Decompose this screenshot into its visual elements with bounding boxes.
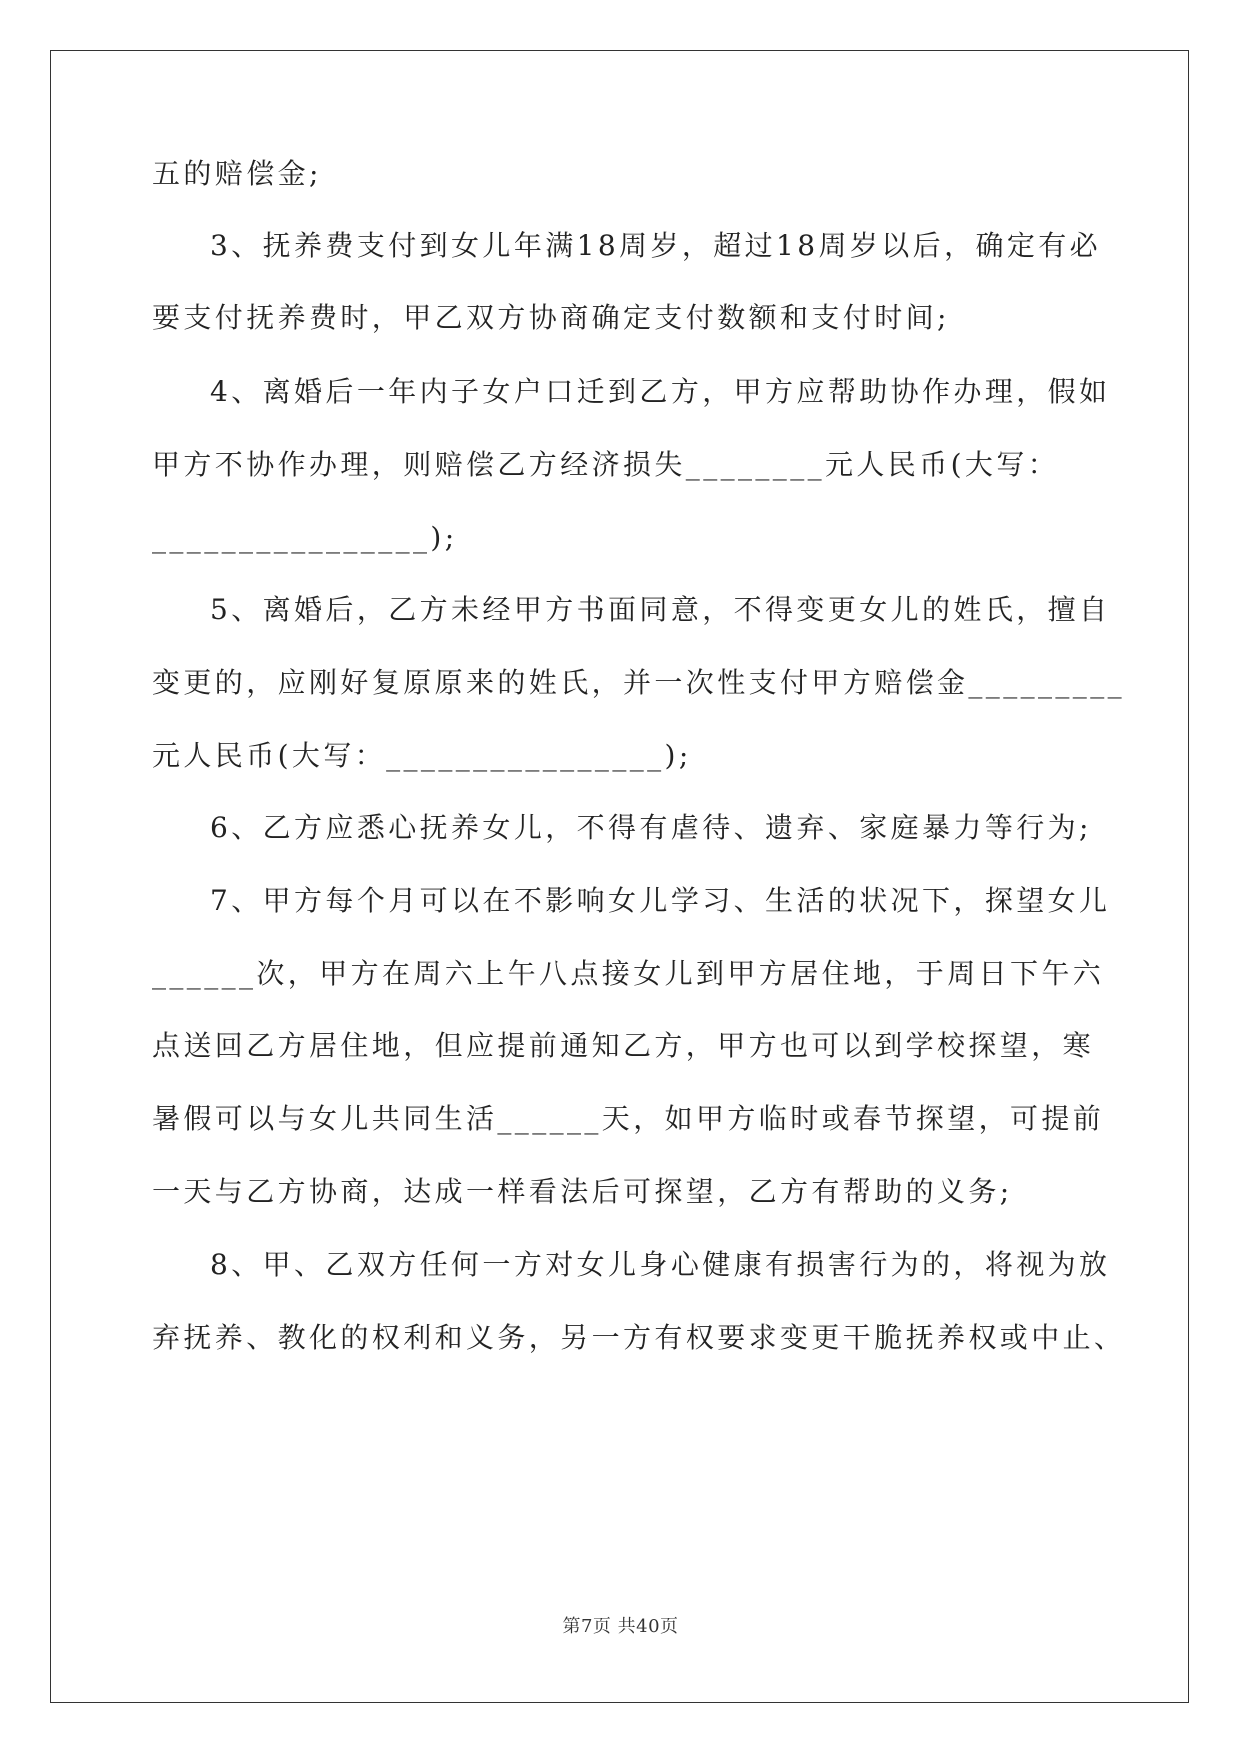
text-line: 点送回乙方居住地，但应提前通知乙方，甲方也可以到学校探望，寒: [152, 1029, 1095, 1062]
text-line: 4、离婚后一年内子女户口迁到乙方，甲方应帮助协作办理，假如: [210, 375, 1111, 408]
text-line: 五的赔偿金;: [152, 157, 322, 190]
page-number-footer: 第7页 共40页: [562, 1616, 679, 1637]
text-line: 8、甲、乙双方任何一方对女儿身心健康有损害行为的，将视为放: [210, 1248, 1111, 1281]
text-line: ______次，甲方在周六上午八点接女儿到甲方居住地，于周日下午六: [152, 957, 1105, 990]
text-line: 变更的，应刚好复原原来的姓氏，并一次性支付甲方赔偿金_________: [152, 666, 1126, 699]
text-line: 暑假可以与女儿共同生活______天，如甲方临时或春节探望，可提前: [152, 1102, 1105, 1135]
text-line: 甲方不协作办理，则赔偿乙方经济损失________元人民币(大写：: [152, 448, 1060, 481]
text-line: 要支付抚养费时，甲乙双方协商确定支付数额和支付时间;: [152, 301, 950, 334]
text-line: 一天与乙方协商，达成一样看法后可探望，乙方有帮助的义务;: [152, 1175, 1013, 1208]
text-line: 7、甲方每个月可以在不影响女儿学习、生活的状况下，探望女儿: [210, 884, 1111, 917]
text-line: 元人民币(大写：________________);: [152, 739, 692, 772]
text-line: 6、乙方应悉心抚养女儿，不得有虐待、遗弃、家庭暴力等行为;: [210, 811, 1092, 844]
text-line: ________________);: [152, 521, 458, 554]
text-line: 5、离婚后，乙方未经甲方书面同意，不得变更女儿的姓氏，擅自: [210, 593, 1111, 626]
text-line: 3、抚养费支付到女儿年满18周岁，超过18周岁以后，确定有必: [210, 229, 1102, 262]
text-line: 弃抚养、教化的权利和义务，另一方有权要求变更干脆抚养权或中止、: [152, 1321, 1126, 1354]
